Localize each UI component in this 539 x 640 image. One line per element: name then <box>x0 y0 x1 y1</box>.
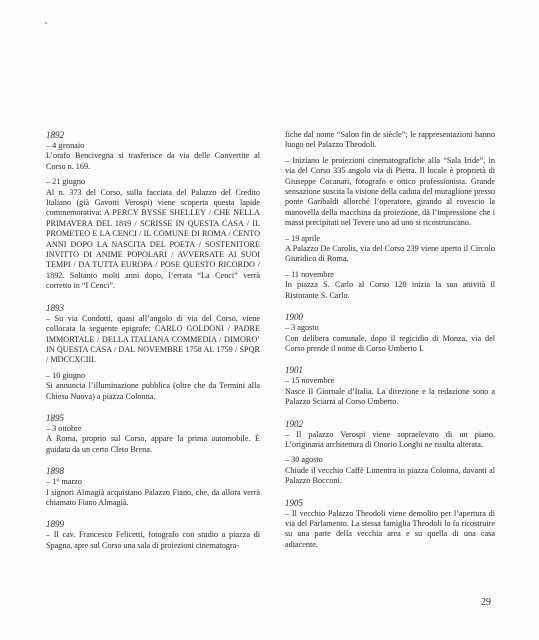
entry-text: Al n. 373 del Corso, sulla facciata del Palazzo del Credito Italiano (già Gavotti Verospi) viene scoperta questa lapide commemorativa: A PERCY BYSSE SHELLEY / CHE NELLA PRIMAVERA DEL 1819 / SCRISSE IN QUESTA CASA / IL PROMETEO E LA CENCI / IL COMUNE DI ROMA / CENTO ANNI DOPO LA NASCITA DEL POETA / SOSTENITORE INVITTO DI ANIME POPOLARI / AVVERSATE AI SUOI TEMPI / DA TUTTA EUROPA / POSE QUESTO RICORDO / 1892. Soltanto molti anni dopo, l’errata “La Cenci” verrà corretto in “I Cenci”. <box>46 187 260 291</box>
entry-text: – Iniziano le proiezioni cinematografiche alla “Sala Iride”, in via del Corso 335 angolo via di Pietra. Il locale è proprietà di Giuseppe Cocanari, fotografo e ottico professionista. Grande sensazione suscita la visione della caduta del muraglione presso ponte Garibaldi allorché l’operatore, girando al rovescio la manovella della macchina da proiezione, dà l’impressione che i massi precipitati nel Tevere uno ad uno si ricostruiscano. <box>285 155 495 228</box>
date-label: – 1° marzo <box>46 477 83 487</box>
year-heading: 1893 <box>46 302 64 313</box>
date-label: – 3 ottobre <box>46 423 82 433</box>
page-number: 29 <box>481 597 491 608</box>
entry-text: In piazza S. Carlo al Corso 120 inizia la sua attività il Ristorante S. Carlo. <box>285 280 495 300</box>
year-heading: 1898 <box>46 466 64 477</box>
year-heading: 1892 <box>46 130 64 140</box>
entry-text: – Il vecchio Palazzo Theodoli viene demolito per l’apertura di via del Parlamento. La stessa famiglia Theodoli lo fa ricostruire su una parte della vecchia area e su quella di una casa adiacente. <box>285 508 495 549</box>
entry-text: L’orafo Bencivegna si trasferisce da via delle Convertite al Corso n. 169. <box>46 151 260 171</box>
year-heading: 1905 <box>285 497 303 508</box>
date-label: – 3 agosto <box>285 323 319 333</box>
entry-text: Nasce Il Giornale d’Italia. La direzione e la redazione sono a Palazzo Sciarra al Corso Umberto. <box>285 386 495 407</box>
entry-text: I signori Almagià acquistano Palazzo Fiano, che, da allora verrà chiamato Fiano Almagià. <box>46 487 260 507</box>
date-label: – 11 novembre <box>285 269 334 279</box>
right-column <box>285 130 495 555</box>
year-heading: 1902 <box>285 418 303 429</box>
entry-text: fiche dal nome “Salon fin de siècle”; le rappresentazioni hanno luogo nel Palazzo Theodoli. <box>285 130 495 150</box>
left-column <box>46 130 260 556</box>
entry-text: Si annuncia l’illuminazione pubblica (oltre che da Termini alla Chiesa Nuova) a piazza Colonna. <box>46 381 260 401</box>
date-label: – 21 giugno <box>46 177 86 187</box>
date-label: – 4 gennaio <box>46 141 85 150</box>
year-heading: 1901 <box>285 365 303 376</box>
entry-text: Chiude il vecchio Caffè Limentra in piazza Colonna, davanti al Palazzo Bocconi. <box>285 465 495 486</box>
scan-speck <box>45 22 47 24</box>
date-label: – 19 aprile <box>285 233 321 243</box>
year-heading: 1900 <box>285 312 303 323</box>
year-heading: 1895 <box>46 412 64 423</box>
entry-text: Con delibera comunale, dopo il regicidio di Monza, via del Corso prende il nome di Corso Umberto I. <box>285 333 495 353</box>
entry-text: A Roma, proprio sul Corso, appare la prima automobile. È guidata da un certo Cleto Brena. <box>46 434 260 454</box>
entry-text: – Su via Condotti, quasi all’angolo di via del Corso, viene collocata la seguente epigrafe: CARLO GOLDONI / PADRE IMMORTALE / DELLA ITALIANA COMMEDIA / DIMORO’ IN QUESTA CASA / DAL NOVEMBRE 1758 AL 1759 / SPQR / MDCCXCIII. <box>46 313 260 365</box>
year-heading: 1899 <box>46 519 64 530</box>
date-label: – 15 novembre <box>285 376 335 386</box>
entry-text: A Palazzo De Carolis, via del Corso 239 viene aperto il Circolo Giuridico di Roma. <box>285 244 495 264</box>
date-label: – 30 agosto <box>285 455 323 465</box>
entry-text: – Il palazzo Verospi viene sopraelevato di un piano. L’originaria architettura di Onorio Longhi ne risulta alterata. <box>285 429 495 449</box>
entry-text: – Il cav. Francesco Felicetti, fotografo con studio a piazza di Spagna, apre sul Corso una sala di proiezioni cinematogra- <box>46 530 260 550</box>
date-label: – 10 giugno <box>46 370 86 380</box>
